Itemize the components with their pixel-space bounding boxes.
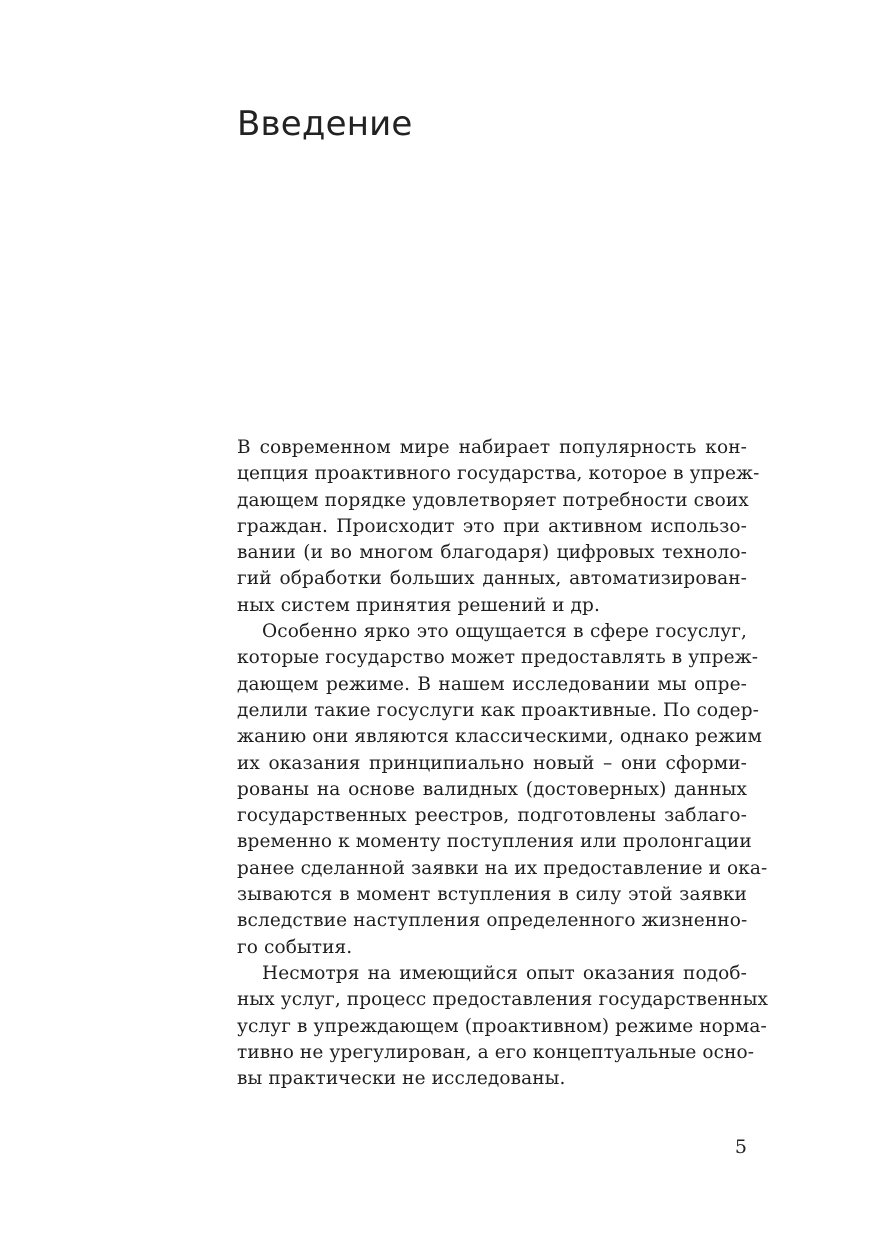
text-line: Несмотря на имеющийся опыт оказания подоб- (262, 962, 747, 984)
text-line: зываются в момент вступления в силу этой заявки (237, 884, 747, 906)
text-line: тивно не урегулирован, а его концептуальные осно- (237, 1041, 755, 1063)
text-line: ранее сделанной заявки на их предоставление и ока- (237, 857, 768, 879)
text-line: граждан. Происходит это при активном использо- (237, 515, 747, 537)
text-line: вы практически не исследованы. (237, 1068, 566, 1090)
text-line: которые государство может предоставлять в упреж- (237, 647, 759, 669)
page-number: 5 (734, 1136, 747, 1158)
text-line: дающем порядке удовлетворяет потребности своих (237, 489, 749, 511)
text-line: дающем режиме. В нашем исследовании мы опре- (237, 673, 747, 695)
text-line: рованы на основе валидных (достоверных) данных (237, 778, 747, 800)
text-line: го события. (237, 936, 353, 958)
text-line: цепция проактивного государства, которое в упреж- (237, 463, 760, 485)
text-line: ных услуг, процесс предоставления государственных (237, 989, 769, 1011)
text-line: вследствие наступления определенного жизненно- (237, 910, 748, 932)
text-line: государственных реестров, подготовлены заблаго- (237, 805, 747, 827)
text-line: гий обработки больших данных, автоматизирован- (237, 568, 747, 590)
text-line: Особенно ярко это ощущается в сфере госуслуг, (262, 621, 747, 643)
paragraph-1 (237, 435, 760, 619)
text-line: их оказания принципиально новый – они сформи- (237, 752, 747, 774)
chapter-heading: Введение (237, 104, 413, 144)
text-line: услуг в упреждающем (проактивном) режиме норма- (237, 1015, 767, 1037)
text-line: жанию они являются классическими, однако режим (237, 726, 763, 748)
text-line: временно к моменту поступления или пролонгации (237, 831, 752, 853)
body-text (237, 435, 769, 1092)
text-line: делили такие госуслуги как проактивные. По содер- (237, 699, 760, 721)
paragraph-2 (237, 619, 768, 961)
paragraph-3 (237, 961, 769, 1092)
text-line: В современном мире набирает популярность кон- (237, 437, 747, 458)
text-line: ных систем принятия решений и др. (237, 594, 600, 616)
text-line: вании (и во многом благодаря) цифровых техноло- (237, 542, 747, 564)
